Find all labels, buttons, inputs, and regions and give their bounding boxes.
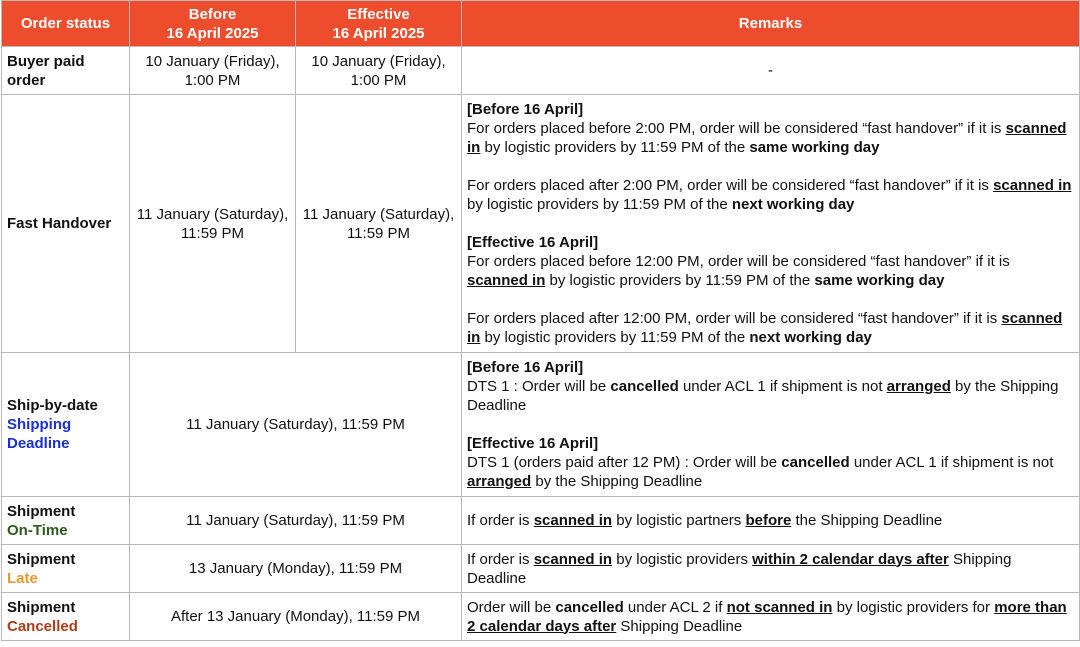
cx-pre: Order will be (467, 598, 552, 616)
ot-before: before (745, 512, 792, 529)
row-shipment-late (2, 545, 1080, 593)
shipping-deadline-label: Shipping Deadline (7, 416, 72, 452)
header-before (130, 1, 296, 47)
on-time-label-2: On-Time (7, 521, 68, 539)
row-ship-by-date (2, 353, 1080, 497)
status-buyer-paid-order: Buyer paid order (2, 47, 130, 95)
sbd-before-heading: [Before 16 April] (467, 359, 584, 376)
ship-by-date-label: Ship-by-date (7, 397, 98, 414)
cx-post: Shipping Deadline (620, 617, 743, 635)
row-fast-handover (2, 95, 1080, 353)
fast-handover-remarks (462, 95, 1080, 353)
fast-handover-effective: 11 January (Saturday), 11:59 PM (296, 95, 462, 353)
ot-post: the Shipping Deadline (795, 512, 943, 529)
header-effective (296, 1, 462, 47)
fh-b1-scanned-in: scanned in (467, 120, 1067, 156)
lt-pre: If order is (467, 550, 530, 568)
status-shipment-on-time (2, 497, 130, 545)
row-buyer-paid-order (2, 47, 1080, 95)
ship-by-date-remarks (462, 353, 1080, 497)
fh-b2-text: For orders placed after 2:00 PM, order will be considered “fast handover” if it is (467, 177, 989, 194)
cancelled-value: After 13 January (Monday), 11:59 PM (130, 593, 462, 641)
sbd-before-rule (467, 377, 1074, 415)
late-remarks (462, 545, 1080, 593)
ship-by-date-value: 11 January (Saturday), 11:59 PM (130, 353, 462, 497)
fh-before-rule-1 (467, 119, 1074, 157)
on-time-value: 11 January (Saturday), 11:59 PM (130, 497, 462, 545)
fh-b1-mid: by logistic providers by 11:59 PM of the (484, 139, 746, 156)
sbd-effective-heading: [Effective 16 April] (467, 435, 599, 452)
header-effective-line1: Effective (347, 5, 410, 23)
fh-effective-heading: [Effective 16 April] (467, 234, 599, 251)
cancelled-label-1: Shipment (7, 598, 76, 616)
on-time-remarks (462, 497, 1080, 545)
fh-e2-day: next working day (749, 329, 872, 346)
cancelled-label-2: Cancelled (7, 617, 78, 635)
status-fast-handover: Fast Handover (2, 95, 130, 353)
header-before-line2: 16 April 2025 (166, 24, 259, 42)
buyer-paid-before: 10 January (Friday), 1:00 PM (130, 47, 296, 95)
cx-cancelled: cancelled (555, 598, 624, 616)
fh-e1-scanned-in: scanned in (467, 272, 546, 289)
lt-within: within 2 calendar days after (752, 550, 949, 568)
sbd-e-mid: under ACL 1 if shipment is not (853, 454, 1054, 471)
cancelled-remarks (462, 593, 1080, 641)
ot-pre: If order is (467, 512, 530, 529)
fh-e2-scanned-in: scanned in (467, 310, 1063, 346)
fh-b2-day: next working day (731, 196, 855, 213)
status-ship-by-date (2, 353, 130, 497)
fh-e1-text: For orders placed before 12:00 PM, order will be considered “fast handover” if it is (467, 253, 1010, 270)
fh-e2-mid: by logistic providers by 11:59 PM of the (484, 329, 746, 346)
fh-b2-mid: by logistic providers by 11:59 PM of the (467, 196, 728, 213)
buyer-paid-effective: 10 January (Friday), 1:00 PM (296, 47, 462, 95)
row-shipment-cancelled (2, 593, 1080, 641)
status-shipment-late (2, 545, 130, 593)
fh-b2-scanned-in: scanned in (993, 177, 1072, 194)
sbd-e-cancelled: cancelled (781, 454, 850, 471)
fh-effective-rule-1 (467, 252, 1074, 290)
header-before-line1: Before (188, 5, 237, 23)
sbd-effective-rule (467, 453, 1074, 491)
lt-post: Shipping Deadline (467, 550, 1012, 587)
status-shipment-cancelled (2, 593, 130, 641)
order-status-table (1, 0, 1080, 641)
fh-effective-rule-2 (467, 309, 1074, 347)
late-label-2: Late (7, 569, 38, 587)
header-remarks: Remarks (462, 1, 1080, 47)
fh-b1-day: same working day (749, 139, 880, 156)
buyer-paid-remarks: - (462, 47, 1080, 95)
sbd-b-arranged: arranged (886, 378, 951, 395)
sbd-e-post: by the Shipping Deadline (535, 473, 703, 490)
sbd-b-cancelled: cancelled (610, 378, 679, 395)
cx-mid: under ACL 2 if (627, 598, 723, 616)
sbd-b-post: by the Shipping Deadline (467, 378, 1059, 414)
sbd-b-mid: under ACL 1 if shipment is not (682, 378, 883, 395)
fh-e2-text: For orders placed after 12:00 PM, order will be considered “fast handover” if it is (467, 310, 998, 327)
row-shipment-on-time (2, 497, 1080, 545)
fh-before-heading: [Before 16 April] (467, 101, 584, 118)
sbd-b-pre: DTS 1 : Order will be (467, 378, 607, 395)
header-order-status: Order status (2, 1, 130, 47)
sbd-e-pre: DTS 1 (orders paid after 12 PM) : Order will be (467, 454, 778, 471)
cx-mid2: by logistic providers for (836, 598, 991, 616)
late-value: 13 January (Monday), 11:59 PM (130, 545, 462, 593)
header-effective-line2: 16 April 2025 (332, 24, 425, 42)
sbd-e-arranged: arranged (467, 473, 532, 490)
fast-handover-before: 11 January (Saturday), 11:59 PM (130, 95, 296, 353)
cx-not-scanned-in: not scanned in (726, 598, 833, 616)
late-label-1: Shipment (7, 550, 76, 568)
ot-mid: by logistic partners (616, 512, 742, 529)
cx-more-than: more than 2 calendar days after (467, 598, 1067, 635)
fh-before-rule-2 (467, 176, 1074, 214)
fh-b1-text: For orders placed before 2:00 PM, order will be considered “fast handover” if it is (467, 120, 1002, 137)
header-row (2, 1, 1080, 47)
lt-scanned-in: scanned in (533, 550, 613, 568)
lt-mid: by logistic providers (616, 550, 748, 568)
fh-e1-day: same working day (814, 272, 945, 289)
fh-e1-mid: by logistic providers by 11:59 PM of the (549, 272, 811, 289)
ot-scanned-in: scanned in (533, 512, 613, 529)
on-time-label-1: Shipment (7, 502, 76, 520)
